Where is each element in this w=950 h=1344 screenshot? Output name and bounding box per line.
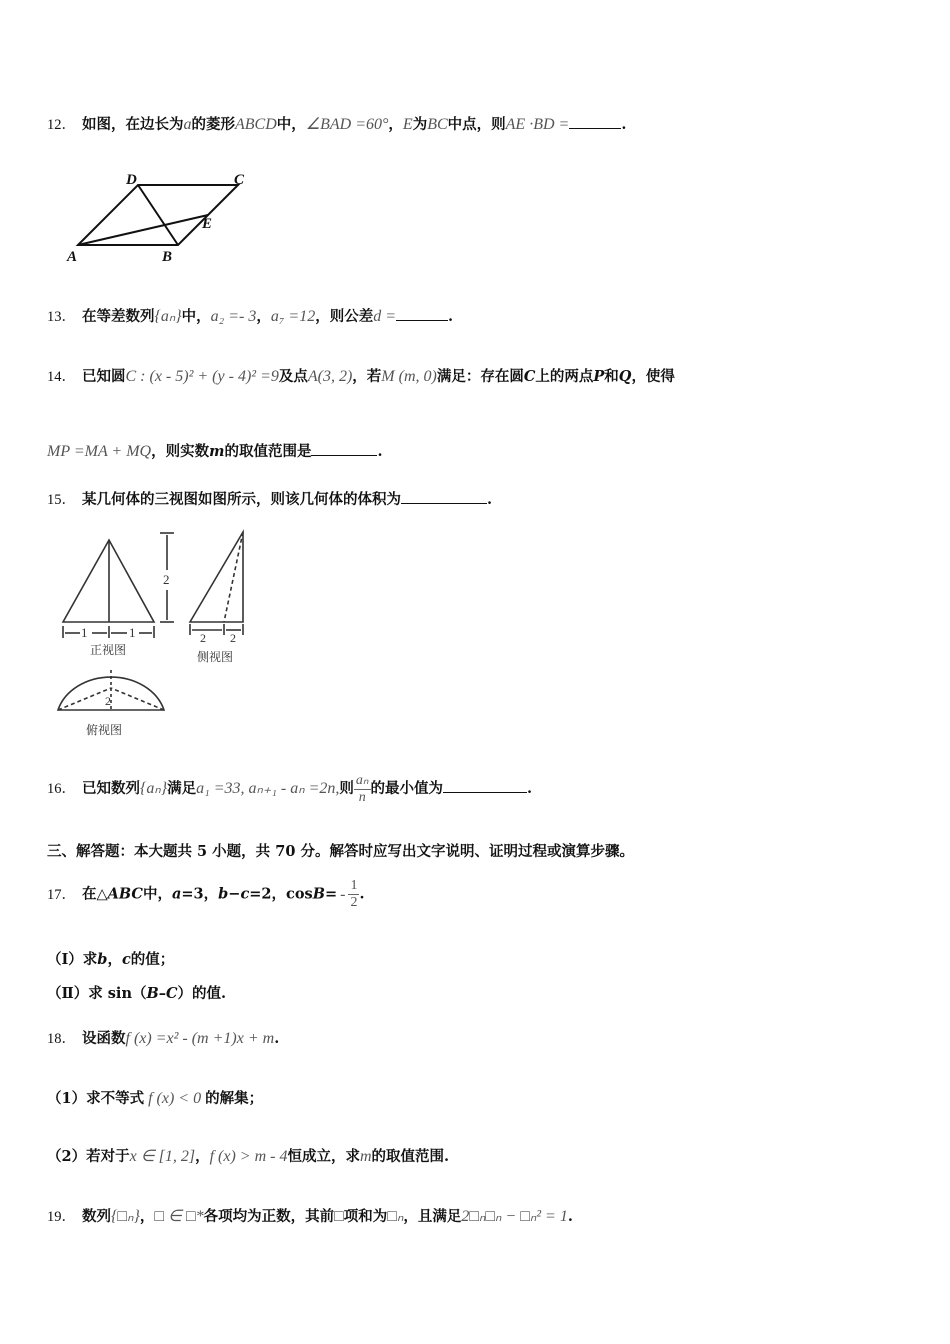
question-18-part-1: （1）求不等式 f (x) < 0 的解集； <box>47 1090 264 1107</box>
question-13: 13． 在等差数列{aₙ}中，a₂ =- 3，a₇ =12，则公差d = . <box>47 308 454 325</box>
dim-side-right: 2 <box>230 631 236 645</box>
top-view-caption: 俯视图 <box>86 723 123 737</box>
answer-blank <box>311 443 377 456</box>
question-17: 17． 在△ABC中，a=3，b−c=2，cosB= - $\frac{1}{2}$ . <box>47 878 365 910</box>
question-15: 15． 某几何体的三视图如图所示，则该几何体的体积为 . <box>47 491 493 508</box>
label-d: D <box>126 172 137 188</box>
top-view-semicircle <box>58 677 164 710</box>
question-number: 12． <box>47 117 76 133</box>
answer-blank <box>401 491 487 504</box>
answer-blank <box>396 308 448 321</box>
dim-side-left: 2 <box>200 631 206 645</box>
answer-blank <box>443 780 527 793</box>
question-18-part-2: （2）若对于x ∈ [1, 2]，f (x) > m - 4恒成立，求m的取值范围. <box>47 1148 450 1165</box>
question-17-part-2: （Ⅱ）求 sin（B–C）的值. <box>47 985 227 1002</box>
label-e: E <box>202 216 213 232</box>
section-heading: 三、解答题：本大题共 5 小题，共 70 分。解答时应写出文字说明、证明过程或演算步骤。 <box>47 843 634 860</box>
side-view-hidden-edge <box>224 532 243 622</box>
fraction-an-over-n: $\frac{\text{aₙ}}{n}$ <box>355 773 369 805</box>
label-c: C <box>234 172 245 188</box>
question-16: 16． 已知数列{aₙ}满足a₁ =33, aₙ₊₁ - aₙ =2n,则 $\frac{\text{aₙ}}{n}$ 的最小值为 . <box>47 773 533 805</box>
fraction-one-half: $\frac{1}{2}$ <box>350 878 358 910</box>
label-a: A <box>67 249 78 265</box>
label-b: B <box>162 249 173 265</box>
segment-ae <box>78 215 208 245</box>
front-view-caption: 正视图 <box>90 643 127 657</box>
question-19: 19． 数列{□ₙ}，□ ∈ □*各项均为正数，其前□项和为□ₙ，且满足2□ₙ□ₙ − □ₙ² = 1. <box>47 1208 573 1225</box>
question-14-cont: MP =MA + MQ，则实数m的取值范围是 . <box>47 443 383 460</box>
question-17-part-1: （Ⅰ）求b，c的值； <box>47 951 175 968</box>
dim-height: 2 <box>163 572 170 587</box>
side-view-triangle <box>190 532 243 622</box>
answer-blank <box>569 116 621 129</box>
dim-front-left: 1 <box>81 625 88 640</box>
dim-top: 2 <box>105 694 111 708</box>
segment-bd <box>138 185 178 245</box>
rhombus-figure <box>60 165 260 265</box>
side-view-caption: 侧视图 <box>197 650 234 664</box>
question-18: 18． 设函数f (x) =x² - (m +1)x + m. <box>47 1030 280 1047</box>
dim-front-right: 1 <box>129 625 136 640</box>
question-14: 14． 已知圆C : (x - 5)² + (y - 4)² =9及点A(3, 2)，若M (m, 0)满足：存在圆C上的两点P和Q，使得 <box>47 368 675 385</box>
question-12: 12． 如图，在边长为a的菱形ABCD中，∠BAD =60°，E为BC中点，则AE ·BD = . <box>47 116 627 133</box>
three-views-figure <box>50 520 270 745</box>
